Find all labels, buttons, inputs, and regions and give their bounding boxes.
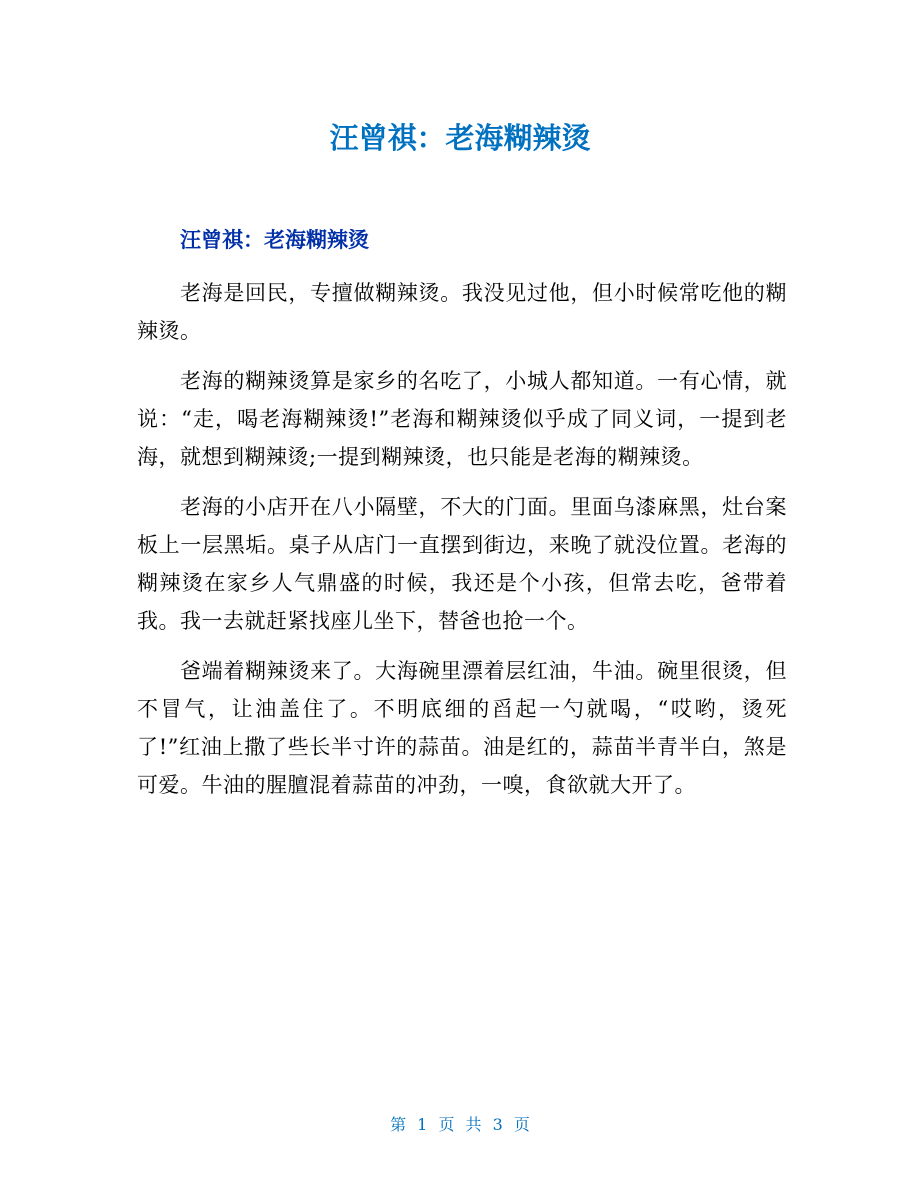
paragraph-2: 老海的糊辣烫算是家乡的名吃了，小城人都知道。一有心情，就说：“走，喝老海糊辣烫!”老海和糊辣烫似乎成了同义词，一提到老海，就想到糊辣烫;一提到糊辣烫，也只能是老海的糊辣烫。 <box>137 369 787 469</box>
document-title: 汪曾祺：老海糊辣烫 <box>329 121 591 155</box>
page-number-footer: 第 1 页 共 3 页 <box>390 1115 530 1134</box>
section-heading: 汪曾祺：老海糊辣烫 <box>180 228 369 252</box>
paragraph-1: 老海是回民，专擅做糊辣烫。我没见过他，但小时候常吃他的糊辣烫。 <box>137 281 787 343</box>
paragraph-4: 爸端着糊辣烫来了。大海碗里漂着层红油，牛油。碗里很烫，但不冒气，让油盖住了。不明底细的舀起一勺就喝，“哎哟，烫死了!”红油上撒了些长半寸许的蒜苗。油是红的，蒜苗半青半白，煞是可爱。牛油的腥膻混着蒜苗的冲劲，一嗅，食欲就大开了。 <box>137 659 787 797</box>
paragraph-3: 老海的小店开在八小隔壁，不大的门面。里面乌漆麻黑，灶台案板上一层黑垢。桌子从店门一直摆到街边，来晚了就没位置。老海的糊辣烫在家乡人气鼎盛的时候，我还是个小孩，但常去吃，爸带着我。我一去就赶紧找座儿坐下，替爸也抢一个。 <box>137 495 787 633</box>
article-body <box>137 274 787 816</box>
